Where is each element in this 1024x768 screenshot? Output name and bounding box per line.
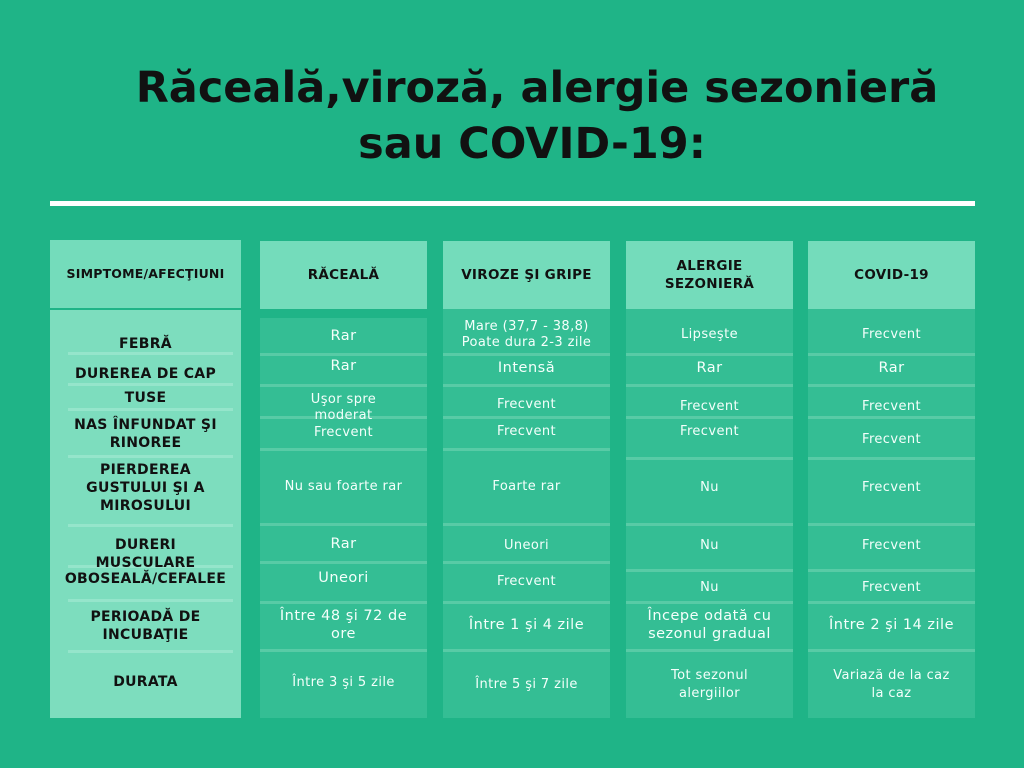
raceala-cell: Între 3 şi 5 zile: [292, 675, 395, 690]
header-covid: COVID-19: [808, 241, 975, 309]
title-line-1: Răceală,viroză, alergie sezonieră: [135, 63, 939, 113]
alergie-cell: Frecvent: [680, 424, 739, 439]
viroze-cell: Între 5 şi 7 zile: [475, 677, 578, 692]
symptom-cell: DUREREA DE CAP: [74, 366, 216, 382]
viroze-cell: Frecvent: [497, 397, 556, 412]
viroze-cell: Frecvent: [497, 424, 556, 439]
raceala-cell: Rar: [330, 536, 357, 552]
header-raceala: RĂCEALĂ: [260, 241, 427, 309]
alergie-cell: Tot sezonul alergiilor: [671, 668, 748, 701]
raceala-body: [260, 318, 427, 718]
title-divider: [50, 201, 975, 206]
viroze-cell: Foarte rar: [492, 479, 561, 494]
alergie-cell: Nu: [700, 580, 719, 595]
symptom-cell: PERIOADĂ DE INCUBAŢIE: [90, 609, 201, 643]
alergie-cell: Rar: [696, 360, 723, 376]
covid-cell: Frecvent: [862, 480, 921, 495]
alergie-cell: Frecvent: [680, 399, 739, 414]
raceala-cell: Uşor spre moderat: [310, 392, 377, 423]
covid-cell: Frecvent: [862, 538, 921, 553]
raceala-cell: Rar: [330, 358, 357, 374]
covid-column: [808, 241, 975, 718]
covid-cell: Frecvent: [862, 327, 921, 342]
symptoms-column: [50, 240, 241, 718]
page-title: [0, 60, 1024, 172]
covid-cell: Variază de la caz la caz: [833, 668, 950, 701]
header-alergie: ALERGIE SEZONIERĂ: [626, 241, 793, 309]
viroze-cell: Uneori: [503, 538, 550, 553]
covid-cell: Între 2 şi 14 zile: [829, 617, 954, 633]
raceala-cell: Rar: [330, 328, 357, 344]
covid-cell: Frecvent: [862, 399, 921, 414]
raceala-cell: Frecvent: [314, 425, 373, 440]
alergie-cell: Începe odată cu sezonul gradual: [647, 608, 772, 642]
viroze-cell: Intensă: [497, 360, 556, 376]
symptom-cell: DURERI MUSCULARE: [95, 537, 196, 571]
symptom-cell: PIERDEREA GUSTULUI ŞI A MIROSULUI: [86, 462, 205, 514]
header-symptoms: SIMPTOME/AFECŢIUNI: [50, 240, 241, 308]
title-line-2: sau COVID-19:: [358, 119, 706, 169]
header-viroze: VIROZE ŞI GRIPE: [443, 241, 610, 309]
viroze-column: [443, 241, 610, 718]
symptom-cell: FEBRĂ: [119, 336, 172, 352]
alergie-cell: Lipseşte: [681, 327, 738, 342]
alergie-column: [626, 241, 793, 718]
alergie-cell: Nu: [700, 480, 719, 495]
viroze-cell: Frecvent: [497, 574, 556, 589]
raceala-cell: Nu sau foarte rar: [284, 479, 403, 494]
symptom-cell: NAS ÎNFUNDAT ŞI RINOREE: [74, 417, 217, 451]
raceala-column: [260, 241, 427, 718]
covid-cell: Frecvent: [862, 432, 921, 447]
raceala-cell: Între 48 şi 72 de ore: [279, 608, 408, 642]
viroze-cell: Mare (37,7 - 38,8) Poate dura 2-3 zile: [461, 319, 592, 350]
viroze-cell: Între 1 şi 4 zile: [468, 617, 585, 633]
symptom-cell: DURATA: [113, 674, 178, 690]
covid-cell: Frecvent: [862, 580, 921, 595]
symptom-cell: TUSE: [124, 390, 167, 406]
raceala-cell: Uneori: [318, 570, 369, 586]
covid-cell: Rar: [878, 360, 905, 376]
alergie-cell: Nu: [700, 538, 719, 553]
symptom-cell: OBOSEALĂ/CEFALEE: [64, 571, 227, 587]
